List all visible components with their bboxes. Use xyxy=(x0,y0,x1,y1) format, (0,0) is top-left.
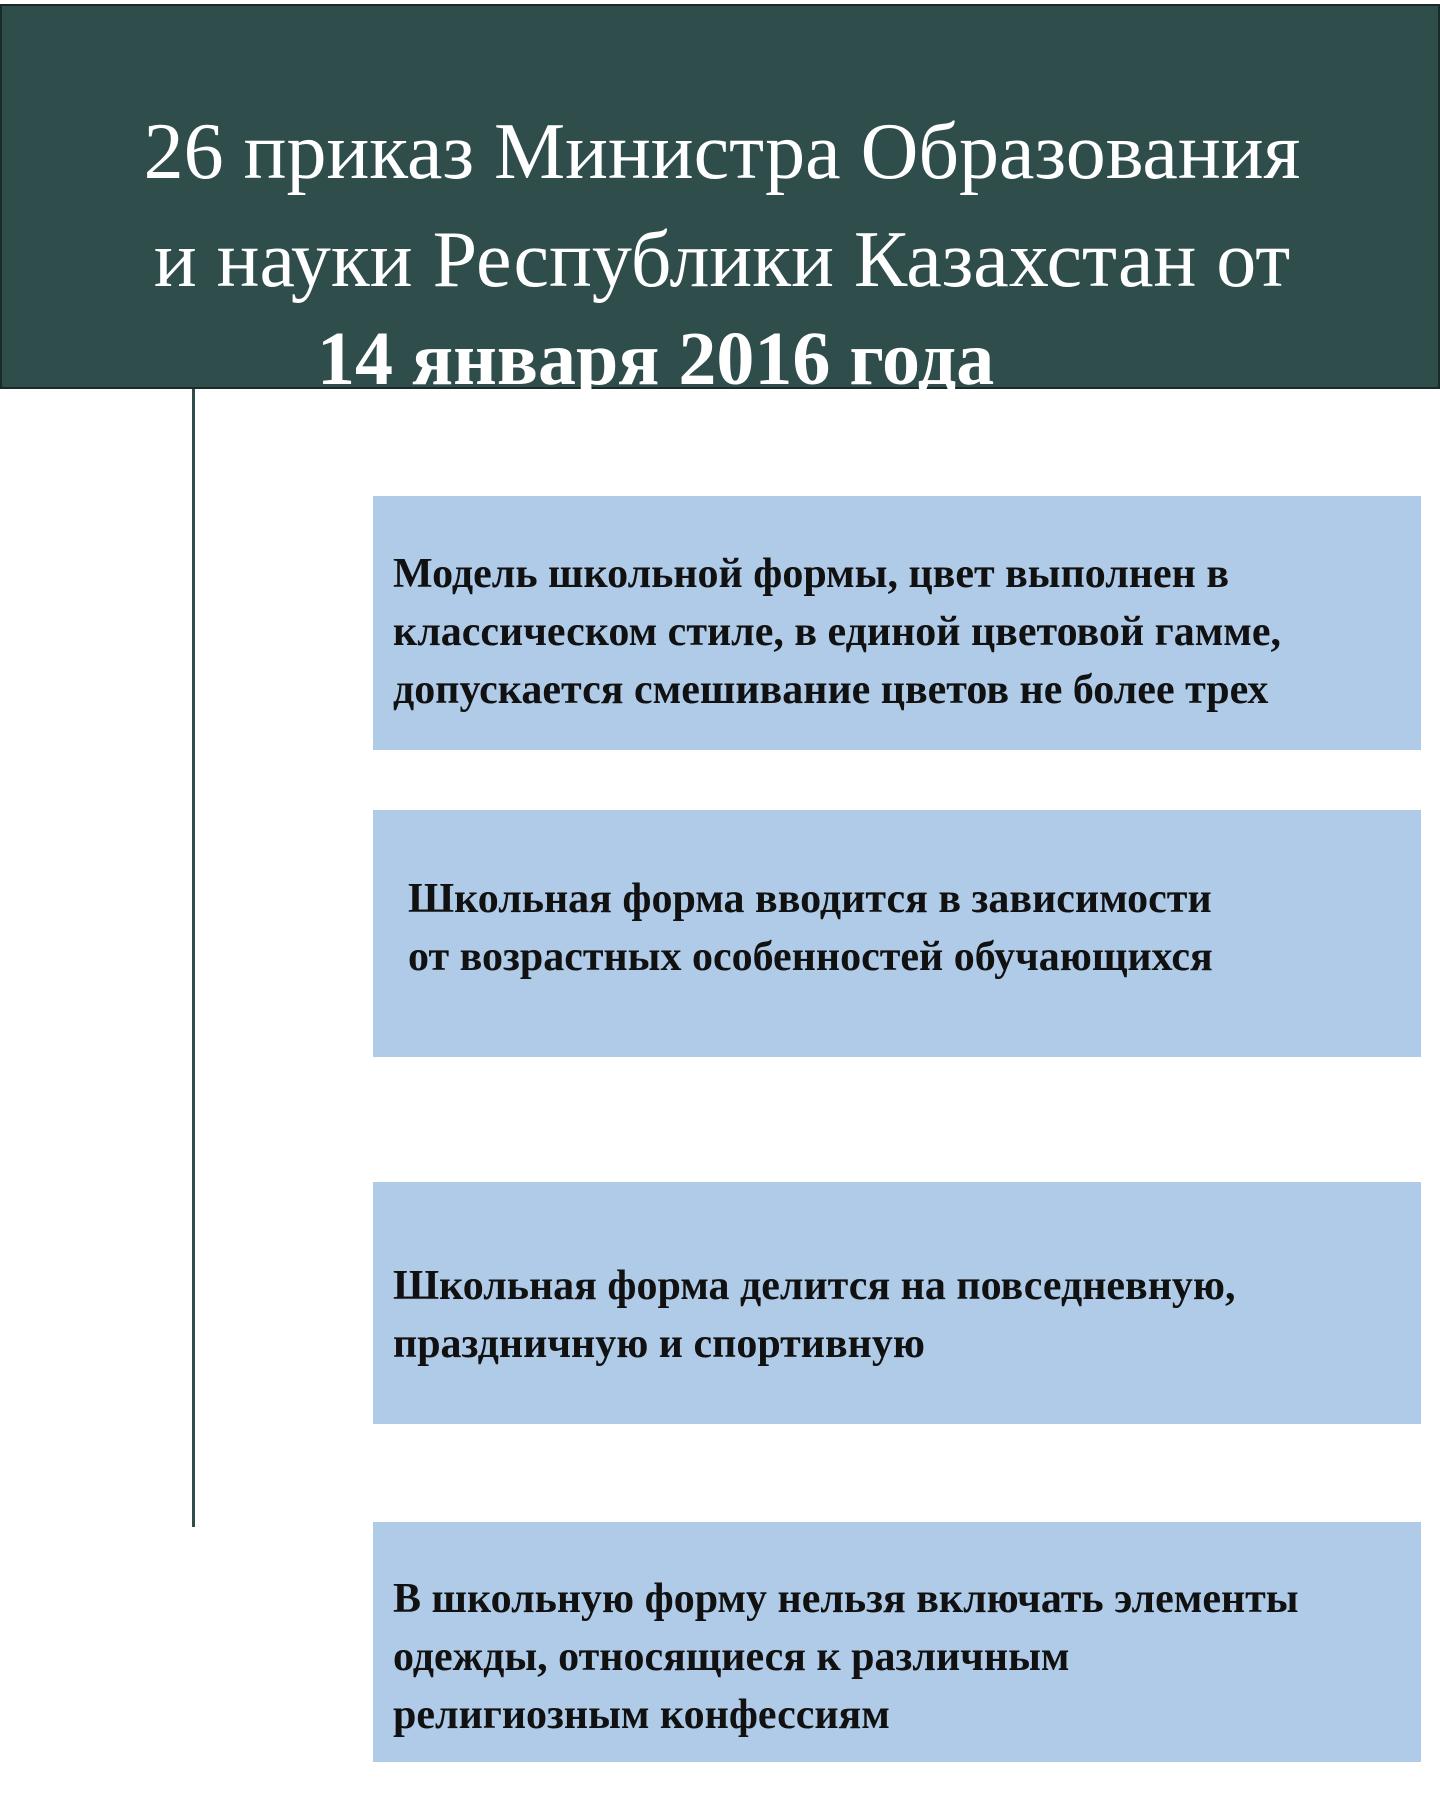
info-box-text: Модель школьной формы, цвет выполнен в классическом стиле, в единой цветовой гамме, допускается смешивание цветов не более трех xyxy=(393,551,1282,713)
info-box-text: Школьная форма делится на повседневную, праздничную и спортивную xyxy=(393,1263,1236,1367)
title-banner xyxy=(0,4,1440,401)
info-box-uniform-types xyxy=(373,1182,1421,1424)
info-box-age-features xyxy=(373,810,1421,1057)
title-line-1: 26 приказ Министра Образования xyxy=(143,108,1301,196)
title-line-2: и науки Республики Казахстан от xyxy=(153,216,1291,304)
info-box-color-model xyxy=(373,496,1421,750)
info-box-text: Школьная форма вводится в зависимости от возрастных особенностей обучающихся xyxy=(408,876,1213,980)
info-box-religious-restriction xyxy=(373,1522,1421,1762)
info-box-text: В школьную форму нельзя включать элементы одежды, относящиеся к различным религиозным конфессиям xyxy=(393,1576,1299,1738)
vertical-connector-line xyxy=(192,389,195,1527)
title-line-3-date: 14 января 2016 года xyxy=(317,317,995,401)
